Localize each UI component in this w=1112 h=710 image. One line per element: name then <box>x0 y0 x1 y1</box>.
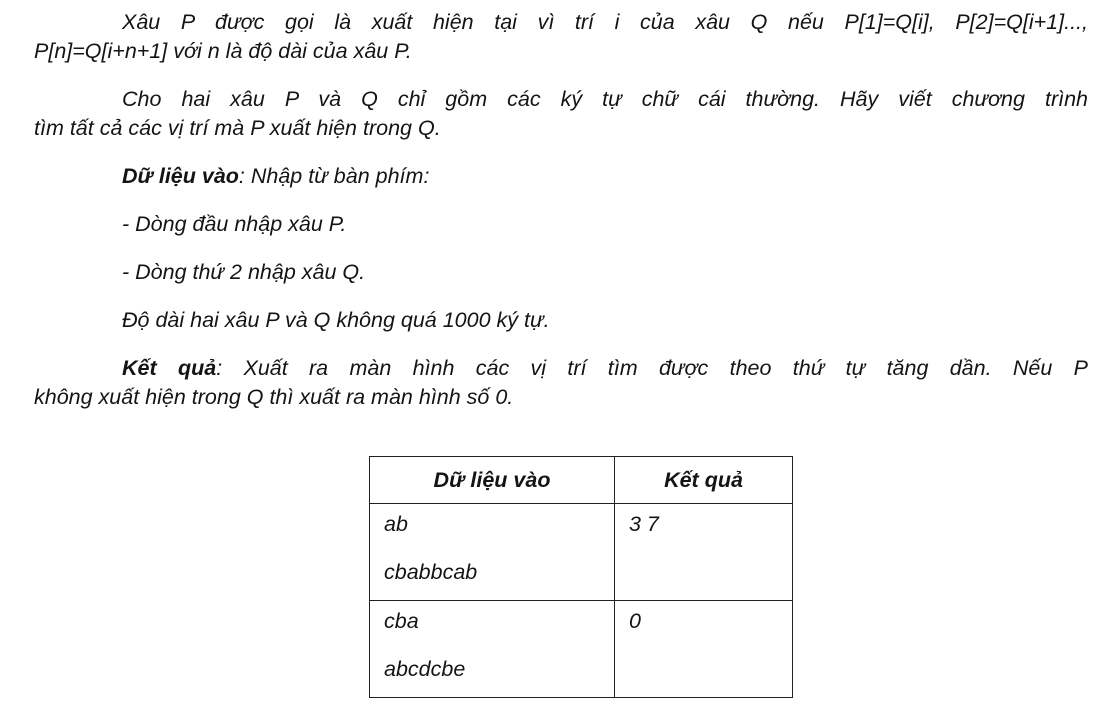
input-heading-text: : Nhập từ bàn phím: <box>238 164 430 188</box>
row-1-input-q: cbabbcab <box>384 560 478 584</box>
table-row <box>370 504 793 601</box>
input-line-2: - Dòng thứ 2 nhập xâu Q. <box>122 260 366 284</box>
header-result: Kết quả <box>615 457 793 504</box>
definition-line-1: Xâu P được gọi là xuất hiện tại vì trí i của xâu Q nếu P[1]=Q[i], P[2]=Q[i+1]..., <box>122 10 1088 34</box>
row-1-input <box>370 504 615 601</box>
row-1-result <box>615 504 793 601</box>
definition-line-2: P[n]=Q[i+n+1] với n là độ dài của xâu P. <box>34 39 412 63</box>
row-1-result-value: 3 7 <box>629 512 659 536</box>
input-heading-label: Dữ liệu vào <box>122 164 239 188</box>
output-line-1 <box>78 354 1088 383</box>
output-paragraph <box>34 354 1088 412</box>
task-line-1: Cho hai xâu P và Q chỉ gồm các ký tự chữ cái thường. Hãy viết chương trình <box>122 87 1088 111</box>
input-section-heading <box>122 162 1088 191</box>
task-paragraph <box>34 85 1088 143</box>
example-table <box>369 456 793 698</box>
table-row <box>370 601 793 698</box>
output-heading-text: : Xuất ra màn hình các vị trí tìm được theo thứ tự tăng dần. Nếu P <box>216 356 1088 380</box>
task-line-2: tìm tất cả các vị trí mà P xuất hiện trong Q. <box>34 116 441 140</box>
row-2-result-value: 0 <box>629 609 641 633</box>
row-2-result <box>615 601 793 698</box>
output-heading-label: Kết quả <box>122 356 217 380</box>
header-input: Dữ liệu vào <box>370 457 615 504</box>
definition-paragraph <box>34 8 1088 66</box>
table-header-row <box>370 457 793 504</box>
output-line-2: không xuất hiện trong Q thì xuất ra màn hình số 0. <box>34 385 514 409</box>
input-line-1: - Dòng đầu nhập xâu P. <box>122 212 347 236</box>
problem-statement <box>34 8 1088 431</box>
constraint-line: Độ dài hai xâu P và Q không quá 1000 ký tự. <box>122 308 550 332</box>
row-2-input <box>370 601 615 698</box>
row-2-input-q: abcdcbe <box>384 657 466 681</box>
example-table-wrapper <box>369 456 793 698</box>
row-1-input-p: ab <box>384 512 408 536</box>
row-2-input-p: cba <box>384 609 419 633</box>
